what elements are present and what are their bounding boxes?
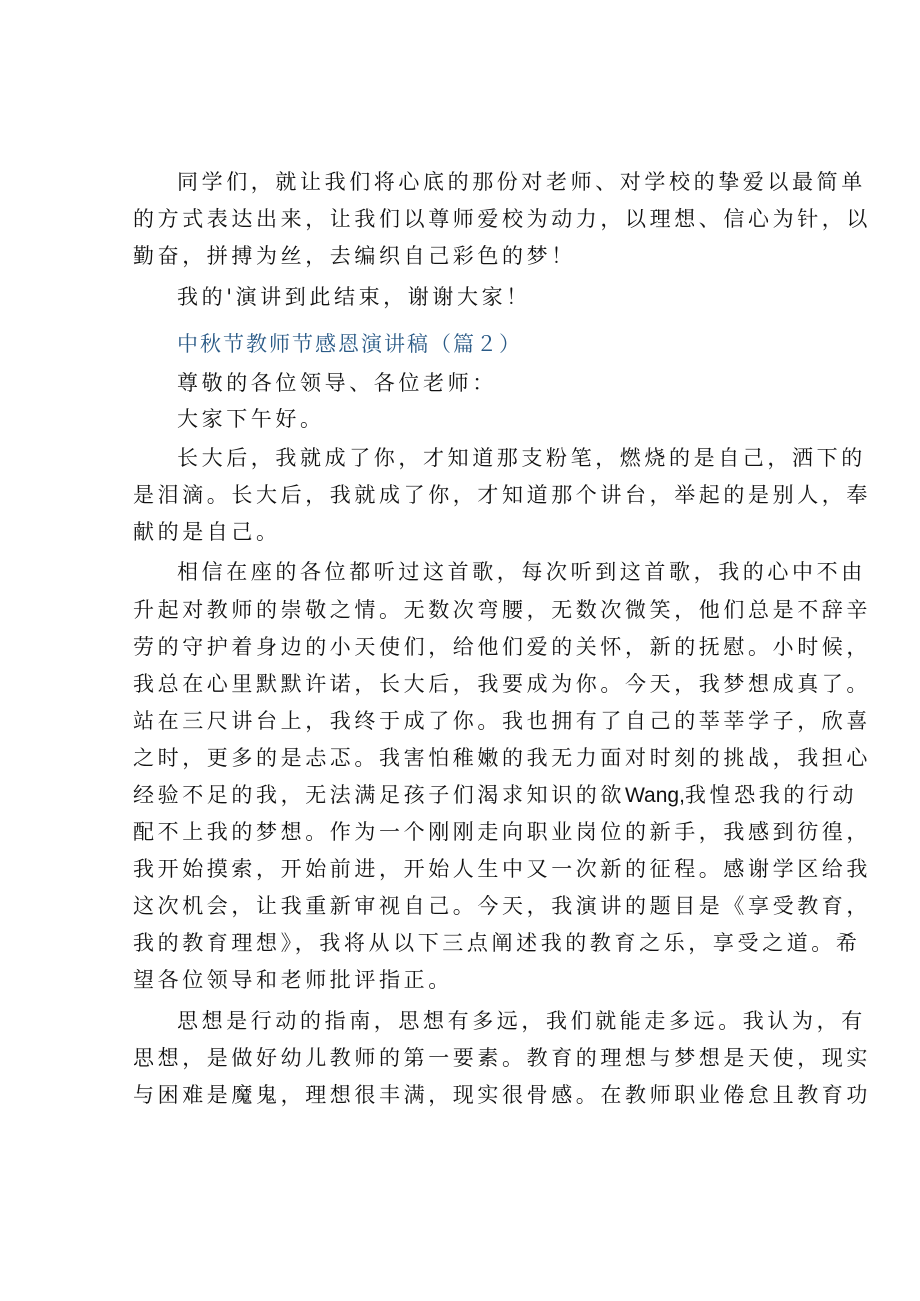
wang-suffix: 我惶恐我的行动 — [684, 783, 858, 807]
p1-line-1: 长大后，我就成了你，才知道那支粉笔，燃烧的是自己，洒下的 — [177, 446, 866, 470]
closing-line-1: 同学们，就让我们将心底的那份对老师、对学校的挚爱以最简单 — [177, 170, 866, 194]
wang-latin: Wang, — [625, 784, 685, 807]
wang-prefix: 经验不足的我，无法满足孩子们渴求知识的欲 — [133, 783, 625, 807]
p2-line-1: 相信在座的各位都听过这首歌，每次听到这首歌，我的心中不由 — [177, 560, 866, 584]
ending-line: 我的'演讲到此结束，谢谢大家！ — [177, 285, 531, 309]
p2-cont-line-5: 望各位领导和老师批评指正。 — [133, 968, 453, 992]
closing-line-3: 勤奋，拼搏为丝，去编织自己彩色的梦！ — [133, 244, 576, 268]
p3-line-3: 与困难是魔鬼，理想很丰满，现实很骨感。在教师职业倦怠且教育功 — [133, 1083, 871, 1107]
p2-line-6: 之时，更多的是忐忑。我害怕稚嫩的我无力面对时刻的挑战，我担心 — [133, 746, 871, 770]
p2-line-3: 劳的守护着身边的小天使们，给他们爱的关怀，新的抚慰。小时候， — [133, 635, 871, 659]
p1-line-2: 是泪滴。长大后，我就成了你，才知道那个讲台，举起的是别人，奉 — [133, 483, 871, 507]
section-heading: 中秋节教师节感恩演讲稿（篇２） — [177, 332, 522, 356]
p2-line-4: 我总在心里默默许诺，长大后，我要成为你。今天，我梦想成真了。 — [133, 672, 871, 696]
p2-cont-line-1: 配不上我的梦想。作为一个刚刚走向职业岗位的新手，我感到彷徨， — [133, 820, 871, 844]
p2-cont-line-4: 我的教育理想》，我将从以下三点阐述我的教育之乐，享受之道。希 — [133, 931, 861, 955]
p3-line-1: 思想是行动的指南，思想有多远，我们就能走多远。我认为，有 — [177, 1009, 866, 1033]
p2-line-5: 站在三尺讲台上，我终于成了你。我也拥有了自己的莘莘学子，欣喜 — [133, 709, 871, 733]
closing-line-2: 的方式表达出来，让我们以尊师爱校为动力，以理想、信心为针，以 — [133, 207, 871, 231]
greeting: 大家下午好。 — [177, 407, 325, 431]
p2-cont-line-3: 这次机会，让我重新审视自己。今天，我演讲的题目是《享受教育， — [133, 894, 871, 918]
p2-line-2: 升起对教师的崇敬之情。无数次弯腰，无数次微笑，他们总是不辞辛 — [133, 598, 871, 622]
p2-cont-line-2: 我开始摸索，开始前进，开始人生中又一次新的征程。感谢学区给我 — [133, 857, 871, 881]
p1-line-3: 献的是自己。 — [133, 520, 281, 544]
salutation: 尊敬的各位领导、各位老师： — [177, 371, 497, 395]
p3-line-2: 思想，是做好幼儿教师的第一要素。教育的理想与梦想是天使，现实 — [133, 1046, 871, 1070]
p2-line-wang — [133, 779, 857, 811]
